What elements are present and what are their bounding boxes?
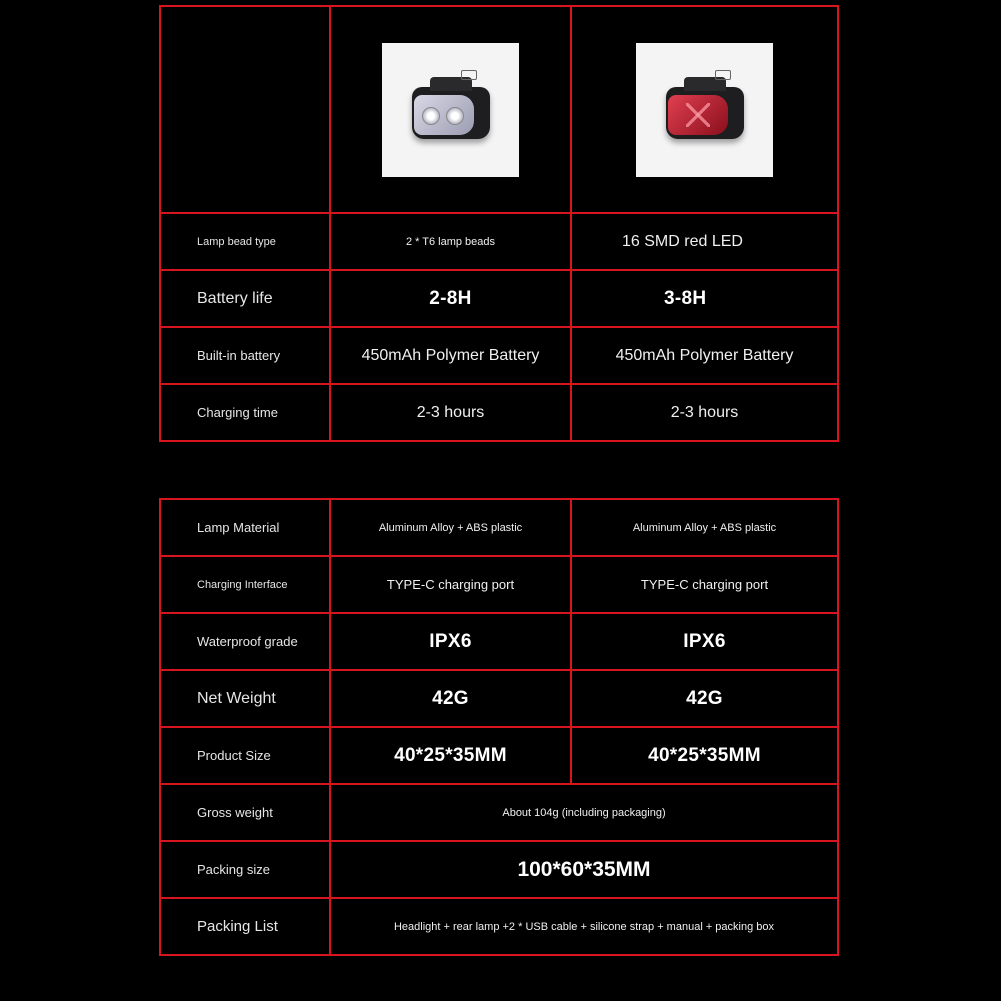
rear-lamp-value: 40*25*35MM: [571, 727, 838, 784]
rear-lamp-value: 450mAh Polymer Battery: [571, 327, 838, 384]
headlight-value: Aluminum Alloy + ABS plastic: [330, 499, 571, 556]
rear-lamp-value: TYPE-C charging port: [571, 556, 838, 613]
shared-value: Headlight + rear lamp +2 * USB cable + silicone strap + manual + packing box: [330, 898, 838, 955]
rear-lamp-image-cell: [571, 6, 838, 213]
table-row: [160, 898, 838, 955]
row-label: Net Weight: [160, 670, 330, 727]
headlight-value: 2-8H: [330, 270, 571, 327]
rear-lamp-value: IPX6: [571, 613, 838, 670]
row-label: Lamp Material: [160, 499, 330, 556]
headlight-value: IPX6: [330, 613, 571, 670]
spec-table-top: [159, 5, 839, 442]
headlight-value: 450mAh Polymer Battery: [330, 327, 571, 384]
headlight-value: TYPE-C charging port: [330, 556, 571, 613]
table-row: [160, 727, 838, 784]
rear-lamp-value: 42G: [571, 670, 838, 727]
row-label: Product Size: [160, 727, 330, 784]
table-row: [160, 556, 838, 613]
row-label: Waterproof grade: [160, 613, 330, 670]
rear-lamp-image: [636, 43, 773, 177]
headlight-value: 40*25*35MM: [330, 727, 571, 784]
rear-lamp-value: Aluminum Alloy + ABS plastic: [571, 499, 838, 556]
headlight-value: 2 * T6 lamp beads: [330, 213, 571, 270]
row-label: Packing List: [160, 898, 330, 955]
rear-lamp-value: 16 SMD red LED: [571, 213, 838, 270]
row-label: Gross weight: [160, 784, 330, 841]
table-row: [160, 499, 838, 556]
table-row: [160, 841, 838, 898]
table-row: [160, 213, 838, 270]
shared-value: 100*60*35MM: [330, 841, 838, 898]
table-row: [160, 384, 838, 441]
table-row: [160, 270, 838, 327]
headlight-icon: [412, 87, 490, 139]
row-label: Charging time: [160, 384, 330, 441]
row-label: Battery life: [160, 270, 330, 327]
empty-header-cell: [160, 6, 330, 213]
headlight-image-cell: [330, 6, 571, 213]
row-label: Packing size: [160, 841, 330, 898]
spec-table-bottom: [159, 498, 839, 956]
headlight-value: 42G: [330, 670, 571, 727]
row-label: Built-in battery: [160, 327, 330, 384]
image-row: [160, 6, 838, 213]
table-row: [160, 327, 838, 384]
rear-lamp-icon: [666, 87, 744, 139]
headlight-image: [382, 43, 519, 177]
table-row: [160, 784, 838, 841]
row-label: Lamp bead type: [160, 213, 330, 270]
table-row: [160, 670, 838, 727]
headlight-value: 2-3 hours: [330, 384, 571, 441]
rear-lamp-value: 2-3 hours: [571, 384, 838, 441]
table-row: [160, 613, 838, 670]
row-label: Charging Interface: [160, 556, 330, 613]
shared-value: About 104g (including packaging): [330, 784, 838, 841]
rear-lamp-value: 3-8H: [571, 270, 838, 327]
